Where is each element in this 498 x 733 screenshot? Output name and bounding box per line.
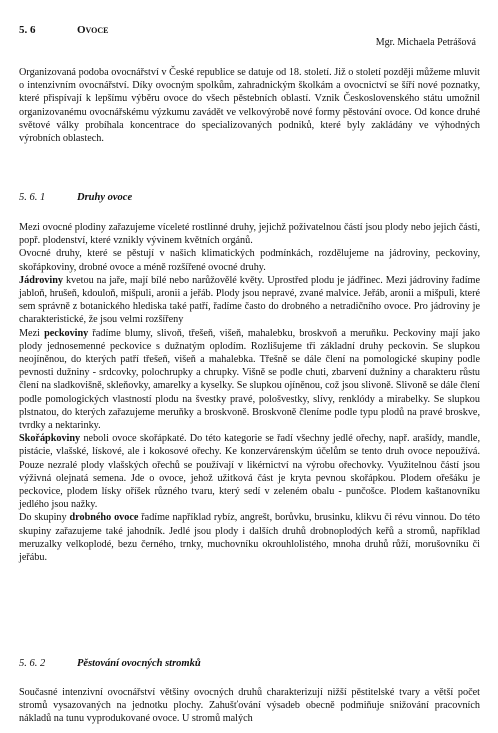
skorapkoviny-text: neboli ovoce skořápkaté. Do této kategorie se řadí všechny jedlé ořechy, např. arašídy, mandle, pistácie, vlašské, lískové, ale i kokosové ořechy. Ke konzervárenským účelům se tento druh ovoce nepoužívá. Pouze nezralé plody vlašských ořechů se používají v likérnictví na výrobu ořechovky. Využitelnou částí jsou výživná olejnatá semena. Jde o ovoce, jehož užitková část je kryta pevnou skořápkou. Plodem ořešáku je peckovice, plodem lísky oříšek různého tvaru, který sedí v zeleném obalu - punčošce. Plodem kaštanovníku jedlého jsou nažky. — [19, 433, 480, 511]
term-skorapkoviny: Skořápkoviny — [19, 433, 81, 445]
paragraph: Ovocné druhy, které se pěstují v našich klimatických podmínkách, rozdělujeme na jádroviny, peckoviny, skořápkoviny, drobné ovoce a méně rozšířené ovocné druhy. — [19, 248, 480, 273]
paragraph: Mezi ovocné plodiny zařazujeme víceleté rostlinné druhy, jejichž poživatelnou částí jsou plody nebo jejich části, popř. plodenství, které vznikly vývinem květních orgánů. — [19, 222, 480, 247]
text-span: Mezi — [19, 327, 45, 339]
subsection-number: 5. 6. 2 — [19, 658, 46, 669]
term-peckoviny: peckoviny — [44, 327, 89, 339]
paragraph — [19, 274, 480, 327]
intro-text: Organizovaná podoba ovocnářství v České republice se datuje od 18. století. Již o století později můžeme mluvit o intenzivním ovocnářství. Díky ovocným spolkům, zahradnickým školkám a ovocnictví se šíří nové poznatky, které přispívají k lepšímu výběru ovoce do všech pěstebních oblastí. Vznik Československého státu umožnil organizovanému ovocnářskému výzkumu zavádět ve velkovýrobě nové formy pěstování ovoce. Od konce druhé světové války probíhala koncentrace do specializovaných podniků, které byly zakládány ve výhodných výrobních oblastech. — [19, 67, 480, 145]
section-number: 5. 6 — [19, 24, 36, 36]
term-drobne-ovoce: drobného ovoce — [69, 512, 139, 524]
subsection-title: Pěstování ovocných stromků — [77, 658, 201, 669]
druhy-ovoce-body — [19, 221, 480, 564]
paragraph — [19, 511, 480, 564]
author-name: Mgr. Michaela Petrášová — [375, 37, 476, 48]
paragraph — [19, 432, 480, 511]
intro-paragraph — [19, 66, 480, 145]
pestovani-body — [19, 686, 480, 726]
term-jadroviny: Jádroviny — [19, 274, 63, 286]
text-span: Do skupiny — [19, 512, 70, 524]
jadroviny-text: kvetou na jaře, mají bílé nebo narůžovělé květy. Uprostřed plodu je jádřinec. Mezi jádroviny řadíme jabloň, hrušeň, kdouloň, mišpuli, aronii a jeřáb. Plody jsou nepravé, zvané malvice. Jeřáb, aronii a mišpuli, které sem správně z botanického hlediska také patří, řadíme často do drobného a netradičního ovoce. Pro jádroviny je charakteristické, že jsou velmi rozšířeny — [19, 274, 480, 326]
drobne-text: řadíme například rybíz, angrešt, borůvku, brusinku, klikvu či révu vinnou. Do této skupiny zařazujeme také jahodník. Jedlé jsou plody i dalších druhů drobnoplodých keřů a stromů, například meruzalky velkoplodé, bezu černého, trnky, muchovníku okrouhlolistého, mnoha druhů růží, morušovníku či jeřábu. — [19, 512, 480, 564]
subsection-number: 5. 6. 1 — [19, 192, 46, 203]
section-title: Ovoce — [77, 24, 109, 36]
paragraph — [19, 327, 480, 433]
peckoviny-text: řadíme blumy, slivoň, třešeň, višeň, mahalebku, broskvoň a meruňku. Peckoviny mají jako plody jednosemenné peckovice s dužnatým oplodím. Rozlišujeme tři základní druhy peckovin. Se slupkou neojíněnou, do kterých patří třešeň, višeň a mahalebka. Třešně se dále člení na pomologické skupiny podle pevnosti dužniny - srdcovky, polochrupky a chrupky. Višně se podle chuti, zbarvení dužniny a charakteru růstu člení na sladkovišně, skleňovky, amarelky a kyselky. Se slupkou ojíněnou, což jsou slivoně. Slivoně se dále člení podle pomologických vlastností plodu na švestky pravé, pološvestky, slívy, renklódy a mirabelky. Se slupkou plstnatou, do kterých zařazujeme meruňky a broskvoně. Broskvoně členíme podle typu plodů na pravé broskve, tvrdky a nektarinky. — [19, 327, 480, 432]
subsection-title: Druhy ovoce — [77, 192, 133, 203]
paragraph: Současné intenzivní ovocnářství většiny ovocných druhů charakterizují nižší pěstitelské tvary a větší počet stromů vysazovaných na jednotku plochy. Zahušťování výsadeb obecně podmiňuje snižování pracovních nákladů na tunu vyprodukované ovoce. U stromů malých — [19, 687, 480, 725]
